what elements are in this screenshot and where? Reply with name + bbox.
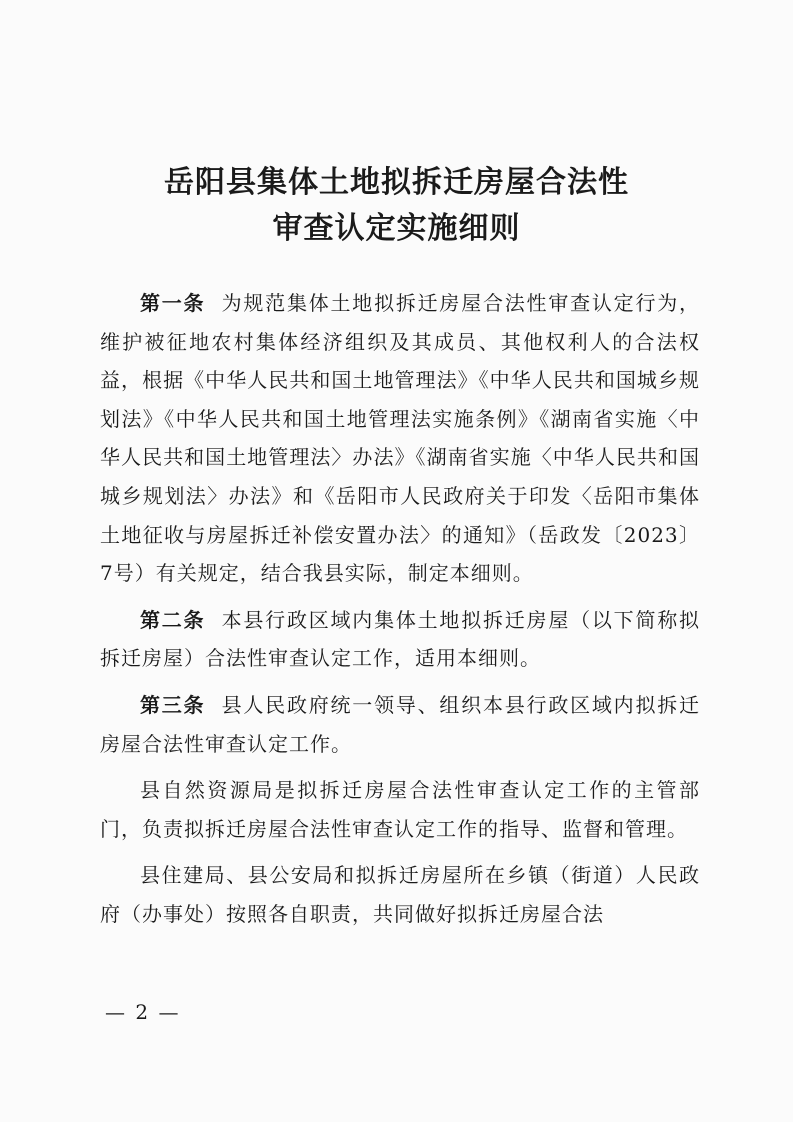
title-line-2: 审查认定实施细则 [272, 211, 521, 246]
article-2-paragraph [100, 601, 700, 678]
article-2-heading: 第二条 [140, 607, 206, 632]
article-2-text: 本县行政区域内集体土地拟拆迁房屋（以下简称拟拆迁房屋）合法性审查认定工作，适用本细则。 [100, 607, 701, 671]
body-paragraph-5 [100, 856, 700, 933]
title-line-1: 岳阳县集体土地拟拆迁房屋合法性 [164, 165, 629, 200]
body-paragraph-4 [100, 771, 700, 848]
article-3-text: 县人民政府统一领导、组织本县行政区域内拟拆迁房屋合法性审查认定工作。 [100, 692, 701, 756]
body-paragraph-4-text: 县自然资源局是拟拆迁房屋合法性审查认定工作的主管部门，负责拟拆迁房屋合法性审查认定工作的指导、监督和管理。 [100, 778, 700, 841]
page-number: — 2 — [105, 1000, 181, 1024]
article-1-text: 为规范集体土地拟拆迁房屋合法性审查认定行为，维护被征地农村集体经济组织及其成员、其他权利人的合法权益，根据《中华人民共和国土地管理法》《中华人民共和国城乡规划法》《中华人民共和国土地管理法实施条例》《湖南省实施〈中华人民共和国土地管理法〉办法》《湖南省实施〈中华人民共和国城乡规划法〉办法》和《岳阳市人民政府关于印发〈岳阳市集体土地征收与房屋拆迁补偿安置办法〉的通知》（岳政发〔2023〕7号）有关规定，结合我县实际，制定本细则。 [100, 291, 701, 586]
article-3-heading: 第三条 [140, 692, 206, 717]
article-1-heading: 第一条 [140, 291, 206, 315]
article-1-paragraph [100, 284, 700, 593]
document-title [0, 160, 793, 252]
body-paragraph-5-text: 县住建局、县公安局和拟拆迁房屋所在乡镇（街道）人民政府（办事处）按照各自职责，共同做好拟拆迁房屋合法 [100, 863, 700, 926]
article-3-paragraph [100, 686, 700, 763]
document-body [100, 284, 700, 942]
